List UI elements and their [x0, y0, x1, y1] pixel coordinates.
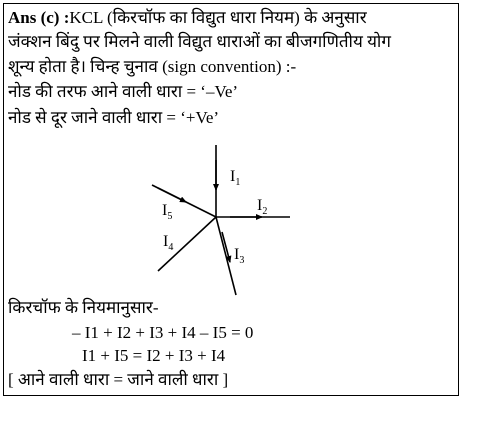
conclusion-line: [ आने वाली धारा = जाने वाली धारा ]: [8, 370, 229, 389]
label-i1: $I_1$: [230, 168, 241, 188]
equation-2: [82, 346, 225, 366]
label-i4: $I_4$: [163, 233, 174, 253]
label-i2: $I_2$: [257, 197, 268, 217]
sign-rule-incoming: नोड की तरफ आने वाली धारा = ‘–Ve’: [8, 82, 239, 101]
answer-line-3: शून्य होता है। चिन्ह चुनाव (sign convention) :-: [8, 57, 297, 76]
equation-1-text: – I1 + I2 + I3 + I4 – I5 = 0: [72, 323, 254, 342]
label-i5: $I_5$: [162, 202, 173, 222]
current-i3-wire: [216, 217, 236, 295]
equation-2-text: I1 + I5 = I2 + I3 + I4: [82, 346, 226, 365]
equation-1: [72, 323, 253, 343]
current-i5-arrow: [158, 188, 186, 202]
kcl-statement: KCL (किरचॉफ का विद्युत धारा नियम) के अनुसार: [69, 8, 367, 27]
sign-rule-outgoing: नोड से दूर जाने वाली धारा = ‘+Ve’: [8, 108, 220, 127]
label-i3: $I_3$: [234, 246, 245, 266]
answer-line-2: जंक्शन बिंदु पर मिलने वाली विद्युत धाराओं का बीजगणितीय योग: [8, 32, 391, 51]
law-heading: किरचॉफ के नियमानुसार-: [8, 298, 159, 317]
answer-label: Ans (c) :: [8, 8, 70, 27]
